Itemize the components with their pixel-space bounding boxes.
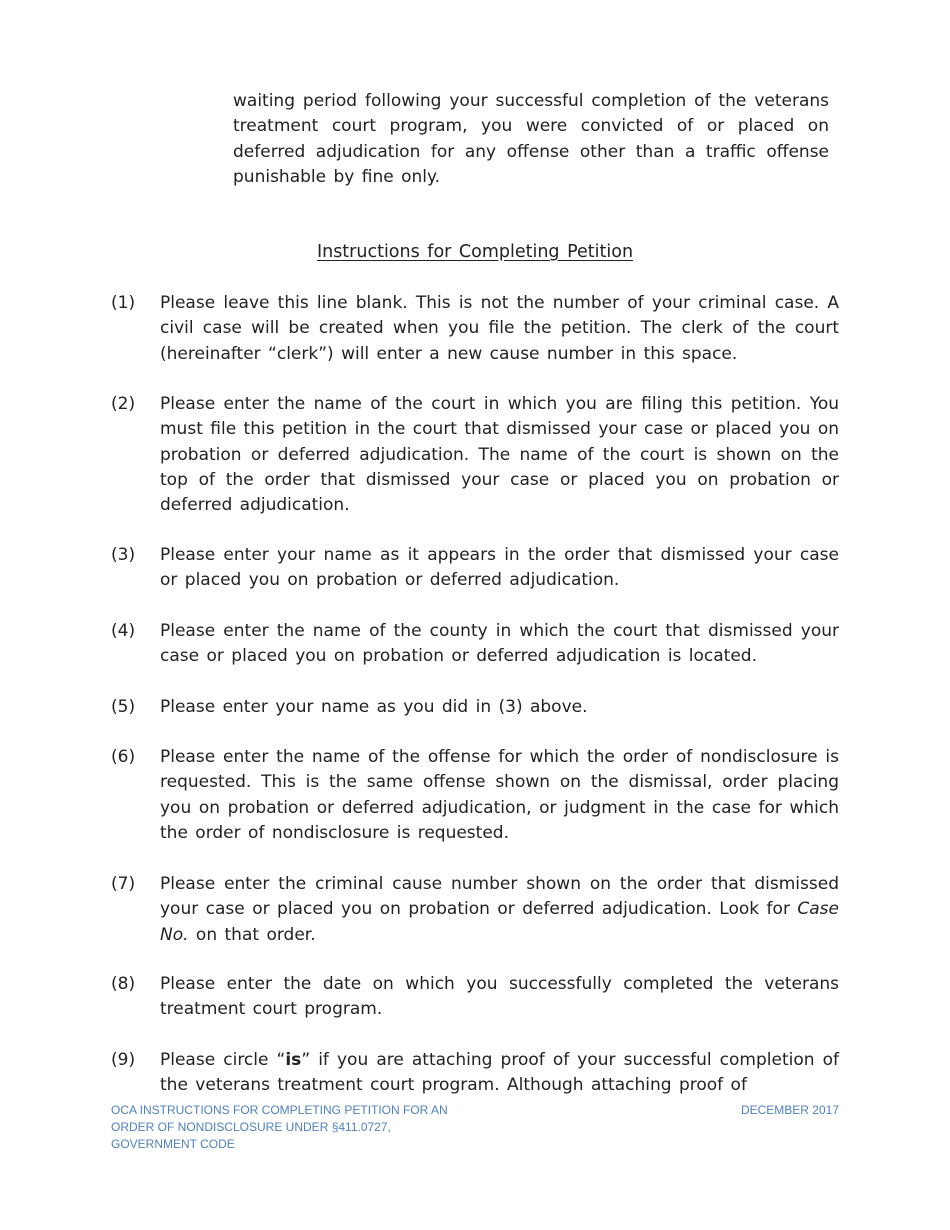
footer-date: DECEMBER 2017 (740, 1103, 839, 1117)
item-text: Please leave this line blank. This is not the number of your criminal case. A civil case will be created when you file the petition. The clerk of the court (hereinafter “clerk”) will enter a new cause number in this space. (160, 293, 839, 364)
footer-line: GOVERNMENT CODE (111, 1137, 235, 1151)
item-text: Please enter your name as it appears in the order that dismissed your case or placed you on probation or deferred adjudication. (160, 545, 839, 591)
item-text: Please enter the name of the court in which you are filing this petition. You must file this petition in the court that dismissed your case or placed you on probation or deferred adjudication. The name of the court is shown on the top of the order that dismissed your case or placed you on probation or deferred adjudication. (160, 394, 839, 516)
case-number-label: Case No. (160, 899, 839, 945)
item-number: (3) (111, 545, 136, 565)
item-text-part: ” if you are attaching proof of your successful completion of the veterans treatment court program. Although attaching proof of (160, 1050, 839, 1096)
item-text: Please enter the name of the offense for which the order of nondisclosure is requested. This is the same offense shown on the dismissal, order placing you on probation or deferred adjudication, or judgment in the case for which the order of nondisclosure is requested. (160, 747, 839, 843)
is-keyword: is (285, 1050, 302, 1070)
item-number: (4) (111, 621, 136, 641)
item-number: (2) (111, 394, 136, 414)
footer-document-title (111, 1102, 471, 1153)
item-text (160, 872, 839, 948)
footer-line: ORDER OF NONDISCLOSURE UNDER §411.0727, (111, 1120, 391, 1134)
section-heading: Instructions for Completing Petition (316, 242, 634, 262)
item-text (160, 1048, 839, 1098)
item-number: (5) (111, 697, 136, 717)
footer-line: OCA INSTRUCTIONS FOR COMPLETING PETITION FOR AN (111, 1103, 448, 1117)
item-text-part: on that order. (188, 924, 316, 945)
item-text-part: Please enter the criminal cause number shown on the order that dismissed your case or placed you on probation or deferred adjudication. Look for (160, 874, 839, 920)
item-text: Please enter the name of the county in which the court that dismissed your case or placed you on probation or deferred adjudication is located. (160, 621, 839, 667)
item-number: (6) (111, 747, 136, 767)
item-text: Please enter your name as you did in (3) above. (160, 697, 588, 717)
item-text-part: Please circle “ (160, 1050, 286, 1070)
item-text: Please enter the date on which you successfully completed the veterans treatment court program. (160, 974, 839, 1020)
intro-paragraph: waiting period following your successful completion of the veterans treatment court program, you were convicted of or placed on deferred adjudication for any offense other than a traffic offense punishable by fine only. (233, 91, 829, 187)
item-number: (8) (111, 974, 136, 994)
item-number: (9) (111, 1050, 136, 1070)
item-number: (1) (111, 293, 136, 313)
item-number: (7) (111, 874, 136, 894)
